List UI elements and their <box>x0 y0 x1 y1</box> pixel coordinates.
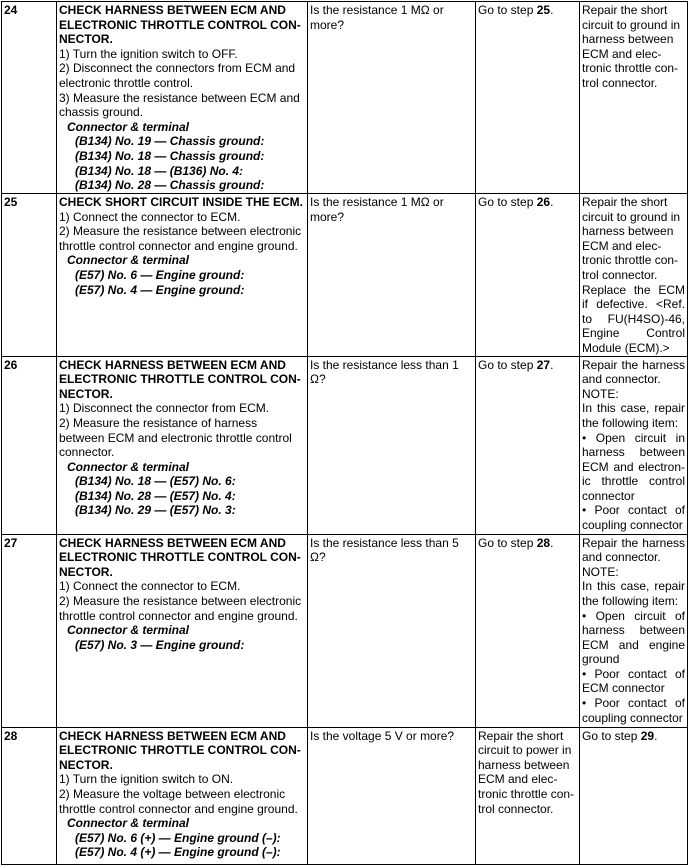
terminal-spec: (E57) No. 3 — Engine ground: <box>75 637 245 652</box>
note-label: NOTE: <box>582 564 619 579</box>
yes-cell <box>476 2 580 194</box>
table-row <box>2 356 688 534</box>
procedure-step: 1) Turn the ignition switch to OFF. <box>59 46 238 61</box>
terminal-spec: (E57) No. 6 — Engine ground: <box>75 267 245 282</box>
note-item: • Open circuit of harness between ECM and engine ground <box>582 608 685 667</box>
no-action: Repair the short circuit to ground in harness between ECM and elec-tronic throttle con-trol connector. <box>582 195 681 282</box>
go-to-label: Go to step <box>478 3 537 17</box>
step-number-cell <box>2 2 57 194</box>
note-item: • Poor contact of coupling connector <box>582 503 685 533</box>
condition-cell <box>308 2 476 194</box>
connector-terminal-heading: Connector & terminal <box>67 459 190 474</box>
step-number-cell <box>2 534 57 727</box>
go-to-suffix: . <box>550 535 554 550</box>
step-number-cell <box>2 194 57 357</box>
yes-cell <box>476 727 580 864</box>
condition-cell <box>308 194 476 357</box>
go-to-step-link[interactable]: 25 <box>536 3 551 17</box>
connector-terminal-heading: Connector & terminal <box>67 816 190 831</box>
no-cell <box>580 2 688 194</box>
yes-cell <box>476 534 580 727</box>
terminal-spec: (B134) No. 19 — Chassis ground: <box>75 134 265 149</box>
terminal-spec: (B134) No. 18 — Chassis ground: <box>75 148 265 163</box>
check-title: CHECK HARNESS BETWEEN ECM AND ELECTRONIC THROTTLE CONTROL CON-NECTOR. <box>59 357 301 401</box>
check-cell <box>57 727 308 864</box>
check-title: CHECK HARNESS BETWEEN ECM AND ELECTRONIC THROTTLE CONTROL CON-NECTOR. <box>59 3 301 47</box>
connector-terminal-heading: Connector & terminal <box>67 119 190 134</box>
condition-text: Is the resistance less than 1 Ω? <box>310 357 459 387</box>
condition-cell <box>308 727 476 864</box>
note-text: In this case, repair the following item: <box>582 401 685 430</box>
yes-action: Repair the short circuit to power in harness between ECM and elec-tronic throttle con-trol connector. <box>478 728 575 816</box>
terminal-spec: (E57) No. 4 — Engine ground: <box>75 282 245 297</box>
condition-text: Is the resistance 1 MΩ or more? <box>310 195 444 224</box>
terminal-spec: (E57) No. 6 (+) — Engine ground (–): <box>75 830 281 845</box>
note-item: • Open circuit in harness between ECM and electron-ic throttle control connector <box>582 430 685 503</box>
procedure-step: 1) Connect the connector to ECM. <box>59 579 241 594</box>
go-to-step-link[interactable]: 28 <box>536 535 551 550</box>
table-row <box>2 727 688 864</box>
procedure-step: 3) Measure the resistance between ECM and chassis ground. <box>59 90 300 120</box>
procedure-step: 2) Measure the voltage between electronic throttle control connector and engine ground. <box>59 786 298 816</box>
go-to-label: Go to step <box>478 195 537 209</box>
go-to-label: Go to step <box>478 535 537 550</box>
connector-terminal-heading: Connector & terminal <box>67 253 190 268</box>
condition-text: Is the resistance less than 5 Ω? <box>310 535 459 565</box>
note-text: In this case, repair the following item: <box>582 579 685 608</box>
go-to-label: Go to step <box>582 728 641 743</box>
yes-cell <box>476 356 580 534</box>
check-title: CHECK SHORT CIRCUIT INSIDE THE ECM. <box>59 195 304 209</box>
terminal-spec: (B134) No. 18 — (B136) No. 4: <box>75 163 244 178</box>
step-number-cell <box>2 727 57 864</box>
go-to-step-link[interactable]: 29 <box>640 728 655 743</box>
check-title: CHECK HARNESS BETWEEN ECM AND ELECTRONIC THROTTLE CONTROL CON-NECTOR. <box>59 728 301 772</box>
note-item: • Poor contact of ECM connector <box>582 666 685 696</box>
procedure-step: 2) Measure the resistance of harness between ECM and electronic throttle control connector. <box>59 415 292 460</box>
procedure-step: 2) Disconnect the connectors from ECM and electronic throttle control. <box>59 61 296 90</box>
connector-terminal-heading: Connector & terminal <box>67 623 190 638</box>
diagnostic-table <box>1 1 688 865</box>
terminal-spec: (B134) No. 18 — (E57) No. 6: <box>75 474 236 489</box>
table-row <box>2 194 688 357</box>
check-cell <box>57 194 308 357</box>
condition-text: Is the resistance 1 MΩ or more? <box>310 3 444 32</box>
check-cell <box>57 356 308 534</box>
step-number: 27 <box>4 535 18 550</box>
go-to-suffix: . <box>550 3 554 17</box>
go-to-step-link[interactable]: 26 <box>536 195 551 209</box>
no-cell <box>580 534 688 727</box>
no-action: Repair the short circuit to ground in harness between ECM and elec-tronic throttle con-trol connector. <box>582 3 681 90</box>
terminal-spec: (E57) No. 4 (+) — Engine ground (–): <box>75 845 281 860</box>
procedure-step: 1) Turn the ignition switch to ON. <box>59 772 234 787</box>
procedure-step: 2) Measure the resistance between electronic throttle control connector and engine ground. <box>59 224 302 253</box>
check-title: CHECK HARNESS BETWEEN ECM AND ELECTRONIC THROTTLE CONTROL CON-NECTOR. <box>59 535 301 579</box>
step-number: 24 <box>4 3 18 17</box>
condition-text: Is the voltage 5 V or more? <box>310 728 455 743</box>
procedure-step: 1) Disconnect the connector from ECM. <box>59 401 270 416</box>
yes-cell <box>476 194 580 357</box>
terminal-spec: (B134) No. 28 — Chassis ground: <box>75 178 265 193</box>
condition-cell <box>308 356 476 534</box>
terminal-spec: (B134) No. 29 — (E57) No. 3: <box>75 503 236 518</box>
step-number: 25 <box>4 195 18 209</box>
step-number-cell <box>2 356 57 534</box>
table-row <box>2 2 688 194</box>
procedure-step: 2) Measure the resistance between electronic throttle control connector and engine ground. <box>59 593 302 623</box>
no-cell <box>580 727 688 864</box>
go-to-step-link[interactable]: 27 <box>536 357 551 372</box>
note-item: • Poor contact of coupling connector <box>582 696 685 725</box>
check-cell <box>57 534 308 727</box>
procedure-step: 1) Connect the connector to ECM. <box>59 209 241 224</box>
go-to-suffix: . <box>550 357 554 372</box>
go-to-label: Go to step <box>478 357 537 372</box>
go-to-suffix: . <box>654 728 658 743</box>
check-cell <box>57 2 308 194</box>
no-cell <box>580 356 688 534</box>
no-action: Repair the harness and connector. <box>582 535 685 565</box>
note-label: NOTE: <box>582 386 619 401</box>
step-number: 28 <box>4 728 18 743</box>
no-action: Repair the harness and connector. <box>582 357 685 387</box>
terminal-spec: (B134) No. 28 — (E57) No. 4: <box>75 488 236 503</box>
condition-cell <box>308 534 476 727</box>
no-cell <box>580 194 688 357</box>
step-number: 26 <box>4 357 18 372</box>
go-to-suffix: . <box>550 195 554 209</box>
table-row <box>2 534 688 727</box>
no-action-reference: Replace the ECM if defective. <Ref. to FU(H4SO)-46, Engine Control Module (ECM).> <box>582 282 685 355</box>
